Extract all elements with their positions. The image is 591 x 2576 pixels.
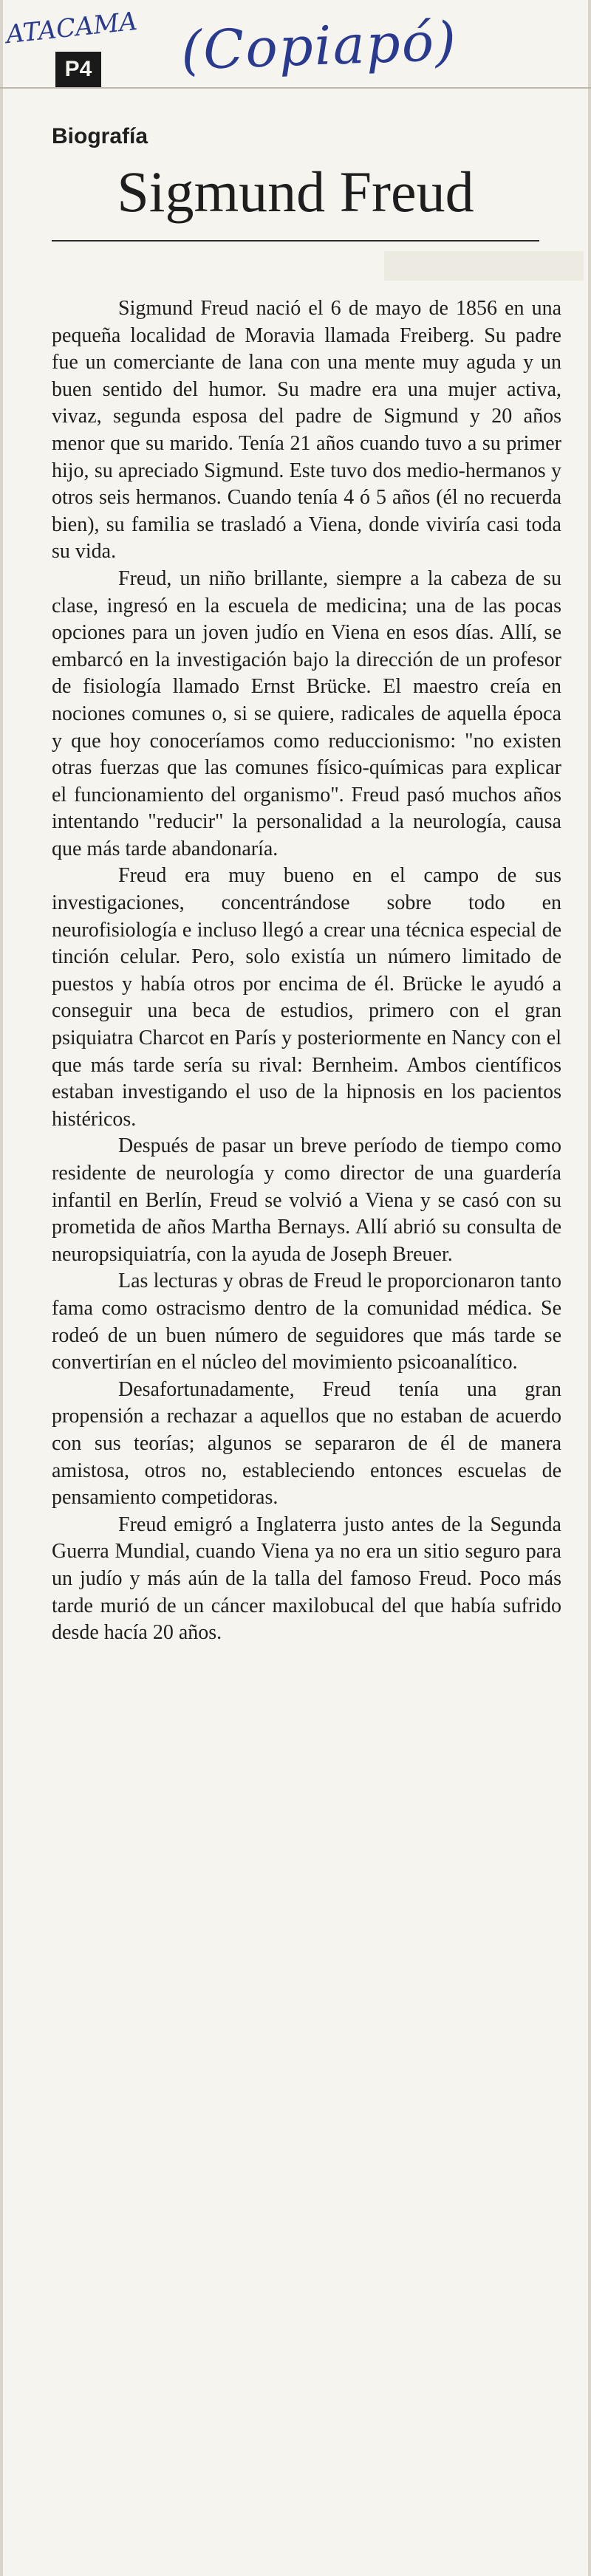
page-number-badge: P4 <box>55 52 101 87</box>
bleed-through-smudge <box>384 251 584 281</box>
title-divider <box>52 240 539 242</box>
article-paragraph: Después de pasar un breve período de tiempo como residente de neurología y como director de una guardería infantil en Berlín, Freud se volvió a Viena y se casó con su prometida de años Martha Bernays. Allí abrió su consulta de neuropsiquiatría, con la ayuda de Joseph Breuer. <box>52 1134 561 1266</box>
handwritten-city-note: (Copiapó) <box>180 10 459 82</box>
article-body <box>52 295 561 2555</box>
article-title: Sigmund Freud <box>117 160 474 224</box>
article-paragraph: Freud emigró a Inglaterra justo antes de la Segunda Guerra Mundial, cuando Viena ya no era un sitio seguro para un judío y más aún de la talla del famoso Freud. Poco más tarde murió de un cáncer maxilobucal del que había sufrido desde hacía 20 años. <box>52 1513 561 1645</box>
handwritten-region-note: ATACAMA <box>4 6 139 50</box>
clipping-left-edge <box>0 0 3 2576</box>
article-paragraph: Freud, un niño brillante, siempre a la cabeza de su clase, ingresó en la escuela de medicina; una de las pocas opciones para un joven judío en Viena en esos días. Allí, se embarcó en la investigación bajo la dirección de un profesor de fisiología llamado Ernst Brücke. El maestro creía en nociones comunes o, si se quiere, radicales de aquella época y que hoy conoceríamos como reduccionismo: "no existen otras fuerzas que las comunes físico-químicas para explicar el funcionamiento del organismo". Freud pasó muchos años intentando "reducir" la personalidad a la neurología, causa que más tarde abandonaría. <box>52 566 561 860</box>
article-paragraph: Las lecturas y obras de Freud le proporcionaron tanto fama como ostracismo dentro de la comunidad médica. Se rodeó de un buen número de seguidores que más tarde se convertirían en el núcleo del movimiento psicoanalítico. <box>52 1270 561 1374</box>
article-paragraph: Freud era muy bueno en el campo de sus investigaciones, concentrándose sobre todo en neurofisiología e incluso llegó a crear una técnica especial de tinción celular. Pero, solo existía un número limitado de puestos y había otros por encima de él. Brücke le ayudó a conseguir una beca de estudios, primero con el gran psiquiatra Charcot en París y posteriormente en Nancy con el que más tarde sería su rival: Bernheim. Ambos científicos estaban investigando el uso de la hipnosis en los pacientos histéricos. <box>52 864 561 1131</box>
header-divider <box>0 87 591 89</box>
section-label: Biografía <box>52 124 148 148</box>
article-paragraph: Sigmund Freud nació el 6 de mayo de 1856 en una pequeña localidad de Moravia llamada Freiberg. Su padre fue un comerciante de lana con una mente muy aguda y un buen sentido del humor. Su madre era una mujer activa, vivaz, segunda esposa del padre de Sigmund y 20 años menor que su marido. Tenía 21 años cuando tuvo a su primer hijo, su apreciado Sigmund. Este tuvo dos medio-hermanos y otros seis hermanos. Cuando tenía 4 ó 5 años (él no recuerda bien), su familia se trasladó a Viena, donde viviría casi toda su vida. <box>52 297 561 564</box>
article-paragraph: Desafortunadamente, Freud tenía una gran propensión a rechazar a aquellos que no estaban de acuerdo con sus teorías; algunos se separaron de él de manera amistosa, otros no, estableciendo entonces escuelas de pensamiento competidoras. <box>52 1377 561 1510</box>
clipping-right-edge <box>588 0 591 2576</box>
